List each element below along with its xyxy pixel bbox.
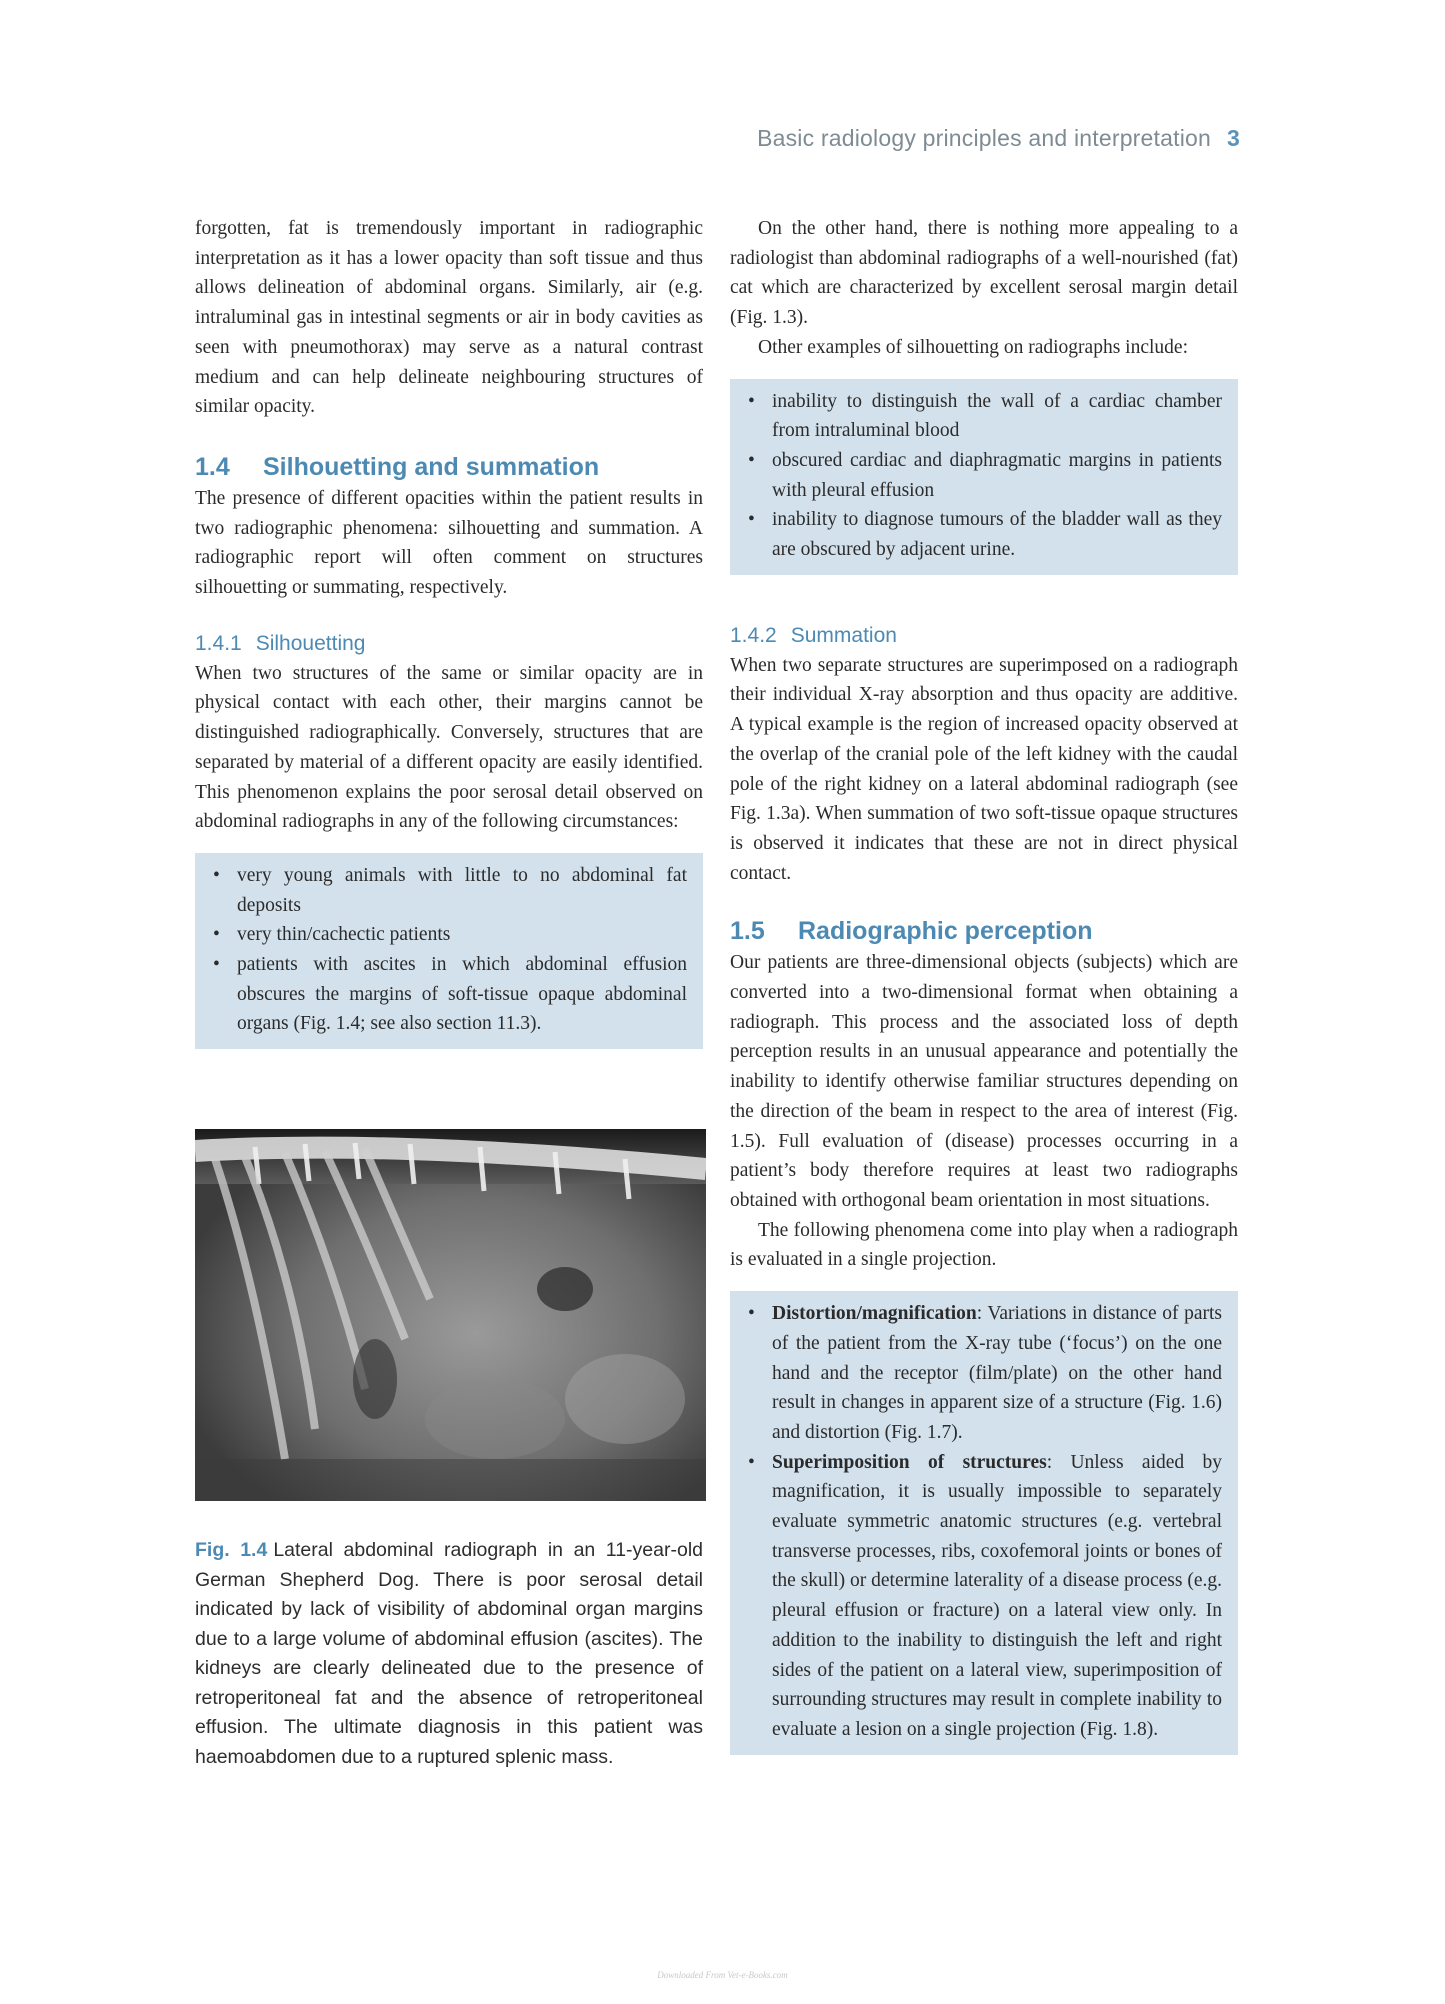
- figure-caption: [195, 1536, 703, 1772]
- section-1-5-paragraph-2: The following phenomena come into play when a radiograph is evaluated in a single projection.: [730, 1219, 1238, 1271]
- download-footer: Downloaded From Vet-e-Books.com: [657, 1970, 788, 1980]
- list-item: • Distortion/magnification: Variations in distance of parts of the patient from the X-ray tube (‘focus’) on the one hand and the receptor (film/plate) on the other hand result in changes in apparent size of a structure (Fig. 1.6) and distortion (Fig. 1.7).: [746, 1299, 1222, 1448]
- left-column: [195, 214, 703, 1049]
- list-item: • Superimposition of structures: Unless aided by magnification, it is usually impossible to separately evaluate symmetric anatomic structures (e.g. vertebral transverse processes, ribs, coxofemoral joints or bones of the skull) or determine laterality of a disease process (e.g. pleural effusion or fracture) on a lateral view only. In addition to the inability to distinguish the left and right sides of the patient on a lateral view, superimposition of surrounding structures may result in complete inability to evaluate a lesion on a single projection (Fig. 1.8).: [746, 1448, 1222, 1745]
- term: Distortion/magnification: [772, 1303, 977, 1325]
- right-paragraph-1: On the other hand, there is nothing more appealing to a radiologist than abdominal radiographs of a well-nourished (fat) cat which are characterized by excellent serosal margin detail (Fig. 1.3).: [730, 218, 1238, 329]
- section-1-4-heading: 1.4 Silhouetting and summation: [195, 452, 600, 481]
- section-1-5-heading: 1.5 Radiographic perception: [730, 917, 1093, 946]
- section-1-5-paragraph: Our patients are three-dimensional objects (subjects) which are converted into a two-dimensional format when obtaining a radiograph. This process and the associated loss of depth perception results in an unusual appearance and potentially the inability to identify otherwise familiar structures depending on the direction of the beam in respect to the area of interest (Fig. 1.5). Full evaluation of (disease) processes occurring in a patient’s body therefore requires at least two radiographs obtained with orthogonal beam orientation in most situations.: [730, 952, 1238, 1211]
- section-1-4-1-paragraph: When two structures of the same or similar opacity are in physical contact with each other, their margins cannot be distinguished radiographically. Conversely, structures that are separated by material of a different opacity are easily identified. This phenomenon explains the poor serosal detail observed on abdominal radiographs in any of the following circumstances:: [195, 662, 703, 833]
- figure-caption-text: Lateral abdominal radiograph in an 11-year-old German Shepherd Dog. There is poor serosal detail indicated by lack of visibility of abdominal organ margins due to a large volume of abdominal effusion (ascites). The kidneys are clearly delineated due to the presence of retroperitoneal fat and the absence of retroperitoneal effusion. The ultimate diagnosis in this patient was haemoabdomen due to a ruptured splenic mass.: [195, 1539, 703, 1768]
- list-item: • obscured cardiac and diaphragmatic margins in patients with pleural effusion: [746, 446, 1222, 505]
- section-1-4-paragraph: The presence of different opacities within the patient results in two radiographic phenomena: silhouetting and summation. A radiographic report will often comment on structures silhouetting or summating, respectively.: [195, 487, 703, 599]
- silhouetting-circumstances-box: [195, 853, 703, 1049]
- running-head: [757, 125, 1240, 152]
- list-item: • patients with ascites in which abdominal effusion obscures the margins of soft-tissue opaque abdominal organs (Fig. 1.4; see also section 11.3).: [211, 950, 687, 1039]
- list-item: • very thin/cachectic patients: [211, 920, 687, 950]
- section-1-4-2-paragraph: When two separate structures are superimposed on a radiograph their individual X-ray absorption and thus opacity are additive. A typical example is the region of increased opacity observed at the overlap of the cranial pole of the left kidney with the caudal pole of the right kidney on a lateral abdominal radiograph (see Fig. 1.3a). When summation of two soft-tissue opaque structures is observed it indicates that these are not in direct physical contact.: [730, 654, 1238, 884]
- list-item: • inability to diagnose tumours of the bladder wall as they are obscured by adjacent urine.: [746, 505, 1222, 564]
- section-1-4-2-heading: 1.4.2 Summation: [730, 623, 897, 647]
- page-number: 3: [1227, 125, 1240, 151]
- single-projection-phenomena-box: [730, 1291, 1238, 1755]
- figure-label: Fig. 1.4: [195, 1539, 268, 1561]
- term: Superimposition of structures: [772, 1451, 1047, 1473]
- list-item: • inability to distinguish the wall of a cardiac chamber from intraluminal blood: [746, 387, 1222, 446]
- right-paragraph-2: Other examples of silhouetting on radiographs include:: [758, 336, 1188, 358]
- section-1-4-1-heading: 1.4.1 Silhouetting: [195, 631, 366, 655]
- list-item: • very young animals with little to no abdominal fat deposits: [211, 861, 687, 920]
- right-column: [730, 214, 1238, 1755]
- intro-paragraph: forgotten, fat is tremendously important in radiographic interpretation as it has a lower opacity than soft tissue and thus allows delineation of abdominal organs. Similarly, air (e.g. intraluminal gas in intestinal segments or air in body cavities as seen with pneumothorax) may serve as a natural contrast medium and can help delineate neighbouring structures of similar opacity.: [195, 218, 703, 418]
- radiograph-image: [195, 1129, 706, 1501]
- running-head-title: Basic radiology principles and interpretation: [757, 125, 1211, 151]
- silhouetting-examples-box: [730, 379, 1238, 575]
- radiograph-figure: [195, 1129, 706, 1501]
